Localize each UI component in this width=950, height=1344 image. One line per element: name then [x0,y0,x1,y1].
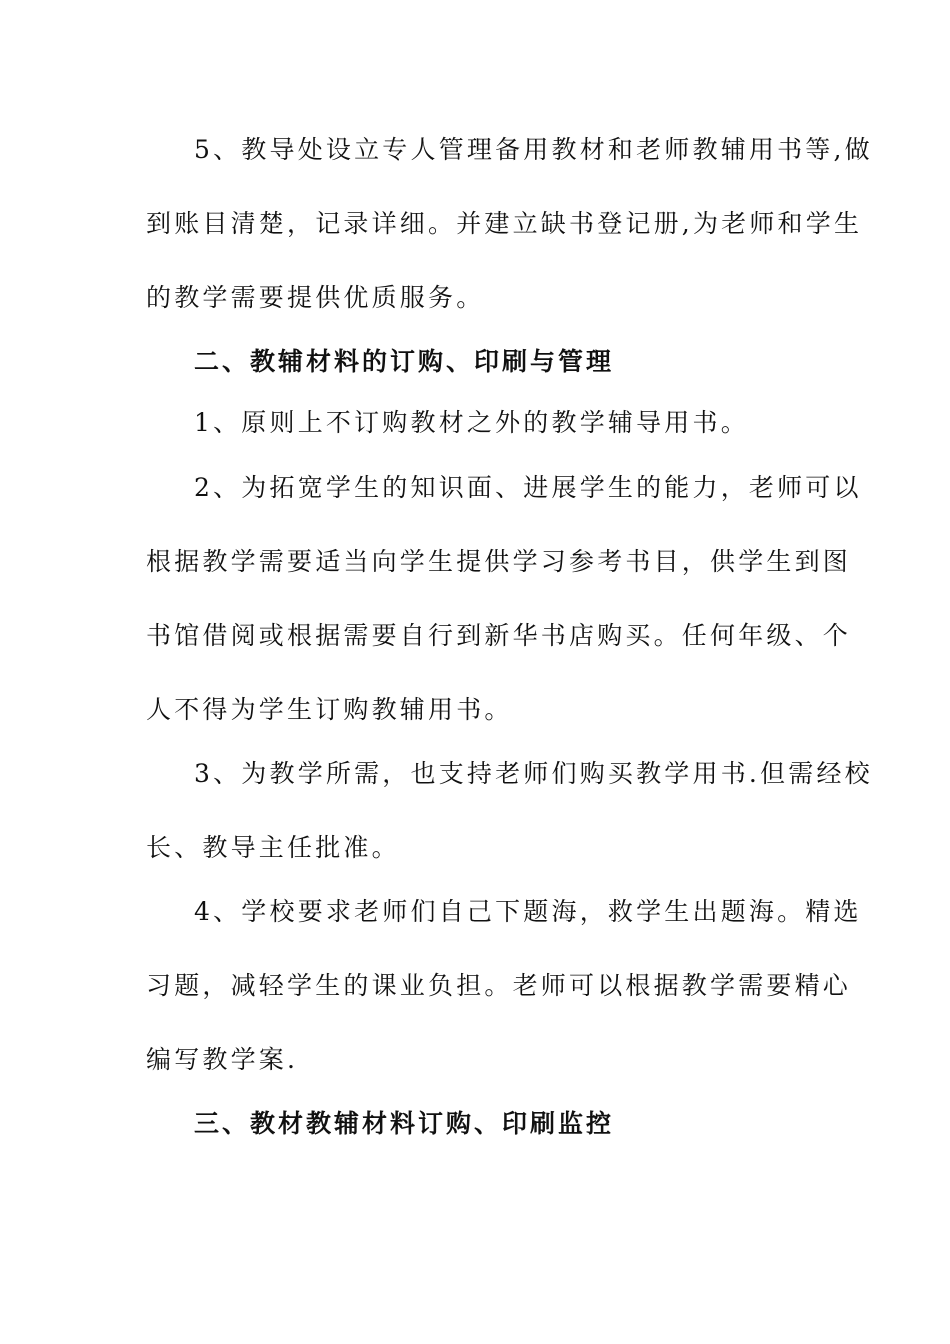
item-1: 1、原则上不订购教材之外的教学辅导用书。 [194,408,749,437]
item-2-line-2: 根据教学需要适当向学生提供学习参考书目，供学生到图 [146,547,852,576]
paragraph-5-line-3: 的教学需要提供优质服务。 [146,283,485,312]
item-2-line-1: 2、为拓宽学生的知识面、进展学生的能力，老师可以 [194,473,862,502]
paragraph-5-line-2: 到账目清楚，记录详细。并建立缺书登记册,为老师和学生 [146,209,863,238]
item-4-line-3: 编写教学案. [146,1045,299,1074]
item-4-line-2: 习题，减轻学生的课业负担。老师可以根据教学需要精心 [146,971,852,1000]
section-heading-2: 二、教辅材料的订购、印刷与管理 [194,347,615,376]
paragraph-5-line-1: 5、教导处设立专人管理备用教材和老师教辅用书等,做 [194,135,873,164]
item-3-line-1: 3、为教学所需，也支持老师们购买教学用书.但需经校 [194,759,873,788]
item-3-line-2: 长、教导主任批准。 [146,833,400,862]
item-2-line-3: 书馆借阅或根据需要自行到新华书店购买。任何年级、个 [146,621,852,650]
section-heading-3: 三、教材教辅材料订购、印刷监控 [194,1109,615,1138]
item-2-line-4: 人不得为学生订购教辅用书。 [146,695,513,724]
item-4-line-1: 4、学校要求老师们自己下题海，救学生出题海。精选 [194,897,862,926]
